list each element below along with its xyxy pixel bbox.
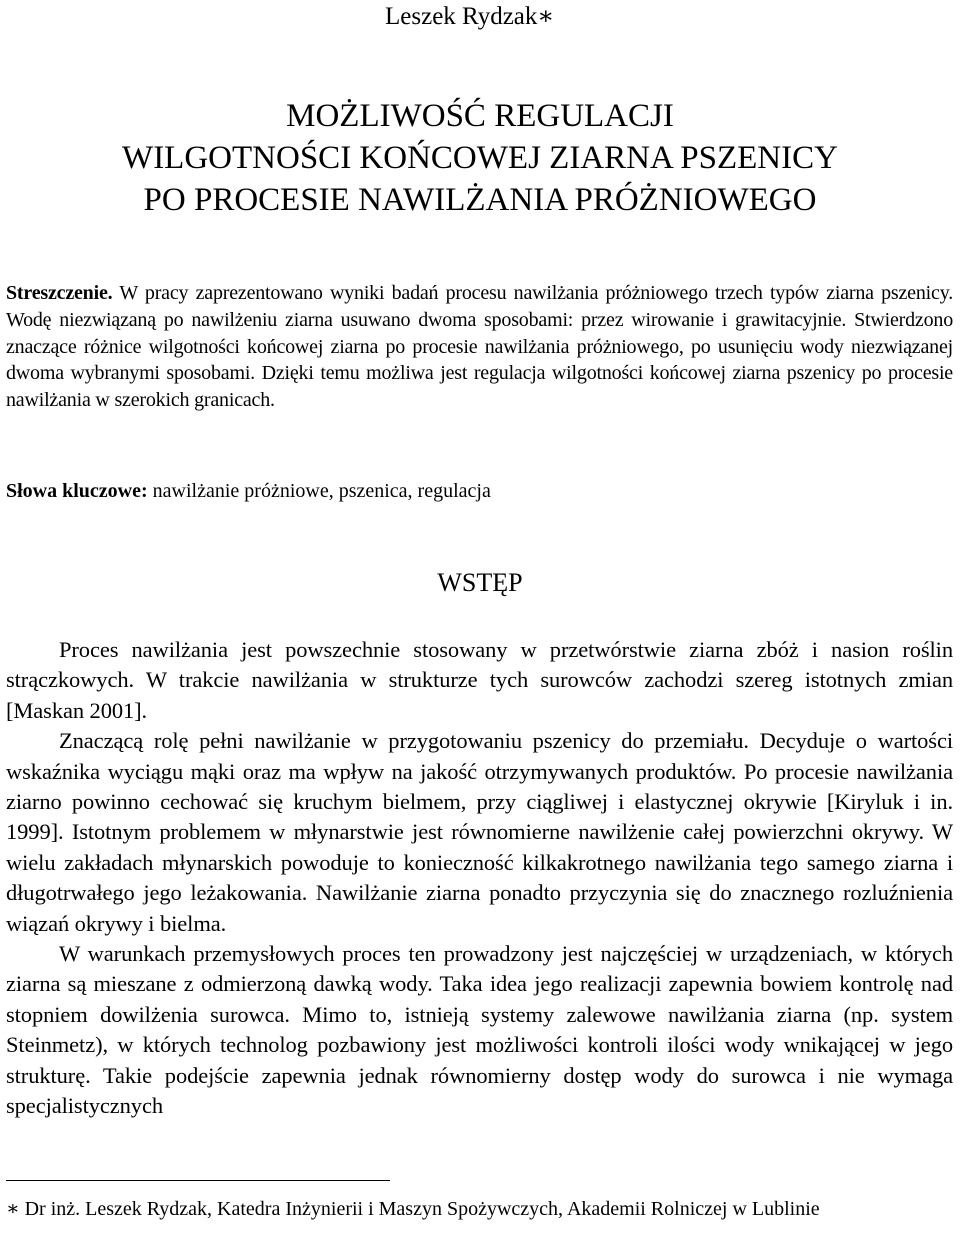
abstract (6, 280, 953, 414)
keywords-label: Słowa kluczowe: (6, 480, 148, 502)
abstract-text: W pracy zaprezentowano wyniki badań procesu nawilżania próżniowego trzech typów ziarna pszenicy. Wodę niezwiązaną po nawilżeniu ziarna usuwano dwoma sposobami: przez wirowanie i grawitacyjnie. Stwierdzono znaczące różnice wilgotności końcowej ziarna po procesie nawilżania próżniowego, po usunięciu wody niezwiązanej dwoma wybranymi sposobami. Dzięki temu możliwa jest regulacja wilgotności końcowej ziarna pszenicy po procesie nawilżania w szerokich granicach. (6, 282, 953, 412)
paper-title (0, 95, 960, 221)
paragraph: Proces nawilżania jest powszechnie stosowany w przetwórstwie ziarna zbóż i nasion roślin strączkowych. W trakcie nawilżania w strukturze tych surowców zachodzi szereg istotnych zmian [Maskan 2001]. (6, 637, 953, 723)
body-text (6, 635, 953, 1122)
footnote-divider (6, 1180, 390, 1181)
paragraph: W warunkach przemysłowych proces ten prowadzony jest najczęściej w urządzeniach, w których ziarna są mieszane z odmierzoną dawką wody. Taka idea jego realizacji zapewnia bowiem kontrolę nad stopniem dowilżenia surowca. Mimo to, istnieją systemy zalewowe nawilżania ziarna (np. system Steinmetz), w których technolog pozbawiony jest możliwości kontroli ilości wody wnikającej w jego strukturę. Takie podejście zapewnia jednak równomierny dostęp wody do surowca i nie wymaga specjalistycznych (6, 941, 953, 1119)
keywords-text: nawilżanie próżniowe, pszenica, regulacja (152, 480, 491, 502)
section-heading: WSTĘP (437, 568, 523, 597)
footnote: ∗ Dr inż. Leszek Rydzak, Katedra Inżynierii i Maszyn Spożywczych, Akademii Rolniczej w Lublinie (6, 1198, 820, 1220)
abstract-label: Streszczenie. (6, 282, 113, 304)
title-line-2: WILGOTNOŚCI KOŃCOWEJ ZIARNA PSZENICY (122, 140, 838, 176)
keywords (6, 478, 953, 505)
paragraph: Znaczącą rolę pełni nawilżanie w przygotowaniu pszenicy do przemiału. Decyduje o wartości wskaźnika wyciągu mąki oraz ma wpływ na jakość otrzymywanych produktów. Po procesie nawilżania ziarno powinno cechować się kruchym bielmem, przy ciągliwej i elastycznej okrywie [Kiryluk i in. 1999]. Istotnym problemem w młynarstwie jest równomierne nawilżenie całej powierzchni okrywy. W wielu zakładach młynarskich powoduje to konieczność kilkakrotnego nawilżania tego samego ziarna i długotrwałego jego leżakowania. Nawilżanie ziarna ponadto przyczynia się do znacznego rozluźnienia wiązań okrywy i bielma. (6, 728, 953, 936)
title-line-1: MOŻLIWOŚĆ REGULACJI (286, 98, 674, 134)
author-name: Leszek Rydzak∗ (385, 3, 555, 30)
title-line-3: PO PROCESIE NAWILŻANIA PRÓŻNIOWEGO (143, 182, 817, 218)
